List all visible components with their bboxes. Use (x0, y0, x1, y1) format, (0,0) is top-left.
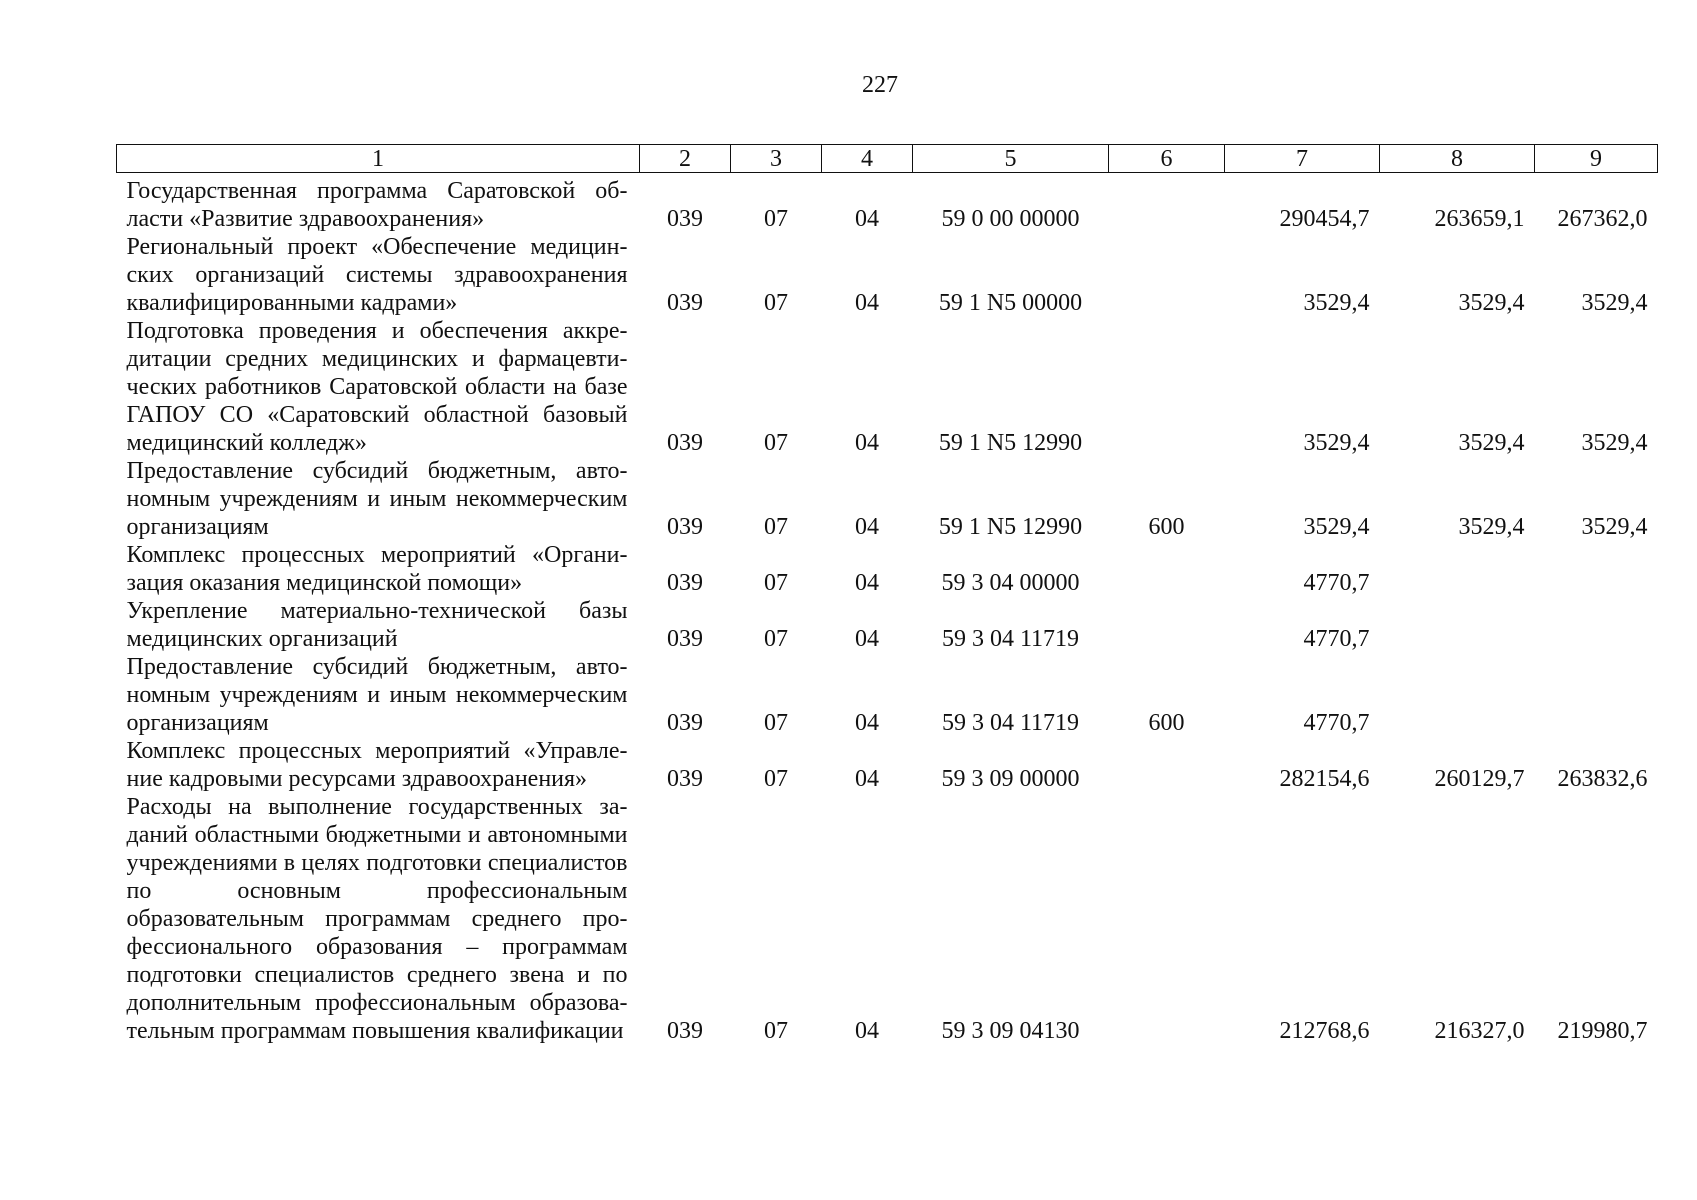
cell-section: 07 (764, 710, 788, 736)
cell-subsection: 04 (855, 290, 879, 316)
cell-section: 07 (764, 290, 788, 316)
row-description: Комплекс процессных мероприятий «Управление кадровыми ресурсами здравоохранения» (126, 738, 628, 792)
cell-amount-8: 216327,0 (1434, 1018, 1525, 1044)
cell-expense-type (1109, 737, 1225, 793)
cell-target-article: 59 3 09 04130 (941, 1018, 1080, 1044)
cell-amount-8 (1380, 541, 1535, 597)
header-cell-5: 5 (913, 145, 1109, 173)
cell-amount-7: 4770,7 (1303, 570, 1370, 596)
cell-ministry-code: 039 (667, 1018, 703, 1044)
cell-ministry-code: 039 (667, 206, 703, 232)
cell-amount-8: 3529,4 (1458, 430, 1525, 456)
cell-amount-8: 3529,4 (1458, 290, 1525, 316)
row-description: Предоставление субсидий бюджетным, автономным учреждениям и иным некоммерческим организациям (126, 458, 628, 540)
cell-expense-type (1109, 173, 1225, 234)
table-row (117, 793, 1658, 1045)
cell-amount-9: 3529,4 (1581, 290, 1648, 316)
cell-section: 07 (764, 514, 788, 540)
table-row (117, 457, 1658, 541)
cell-ministry-code: 039 (667, 626, 703, 652)
cell-amount-9: 263832,6 (1557, 766, 1648, 792)
cell-expense-type: 600 (1148, 514, 1185, 540)
cell-ministry-code: 039 (667, 570, 703, 596)
cell-amount-7: 4770,7 (1303, 710, 1370, 736)
cell-section: 07 (764, 766, 788, 792)
row-description: Региональный проект «Обеспечение медицинских организаций системы здравоохранения квалифицированными кадрами» (126, 234, 628, 316)
header-row (117, 145, 1658, 173)
cell-amount-7: 4770,7 (1303, 626, 1370, 652)
cell-target-article: 59 1 N5 12990 (938, 430, 1083, 456)
cell-target-article: 59 3 04 00000 (941, 570, 1080, 596)
table-row (117, 233, 1658, 317)
cell-expense-type (1109, 793, 1225, 1045)
cell-target-article: 59 0 00 00000 (941, 206, 1080, 232)
table-row (117, 737, 1658, 793)
cell-target-article: 59 1 N5 12990 (938, 514, 1083, 540)
header-cell-9: 9 (1535, 145, 1658, 173)
row-description: Государственная программа Саратовской области «Развитие здравоохранения» (126, 178, 628, 232)
table-row (117, 597, 1658, 653)
cell-section: 07 (764, 206, 788, 232)
cell-subsection: 04 (855, 710, 879, 736)
cell-amount-8 (1380, 653, 1535, 737)
header-cell-2: 2 (640, 145, 731, 173)
cell-subsection: 04 (855, 766, 879, 792)
cell-section: 07 (764, 626, 788, 652)
cell-section: 07 (764, 430, 788, 456)
header-cell-3: 3 (731, 145, 822, 173)
cell-amount-7: 212768,6 (1279, 1018, 1370, 1044)
cell-amount-9: 219980,7 (1557, 1018, 1648, 1044)
header-cell-4: 4 (822, 145, 913, 173)
cell-subsection: 04 (855, 514, 879, 540)
cell-amount-7: 3529,4 (1303, 290, 1370, 316)
cell-amount-7: 290454,7 (1279, 206, 1370, 232)
cell-amount-9: 267362,0 (1557, 206, 1648, 232)
cell-amount-8 (1380, 597, 1535, 653)
table-row (117, 653, 1658, 737)
cell-subsection: 04 (855, 570, 879, 596)
row-description: Расходы на выполнение государственных заданий областными бюджетными и автономными учреждениями в целях подготовки специалистов по основным профессиональным образовательным программам среднего профессионального образования – программам подготовки специалистов среднего звена и по дополнительным профессиональным образовательным программам повышения квалификации (126, 794, 628, 1044)
table-row (117, 317, 1658, 457)
cell-subsection: 04 (855, 206, 879, 232)
cell-expense-type (1109, 597, 1225, 653)
budget-table (116, 144, 1658, 1045)
cell-amount-7: 282154,6 (1279, 766, 1370, 792)
cell-amount-9: 3529,4 (1581, 430, 1648, 456)
cell-target-article: 59 3 04 11719 (941, 626, 1080, 652)
cell-amount-9 (1535, 541, 1658, 597)
cell-ministry-code: 039 (667, 514, 703, 540)
cell-expense-type (1109, 541, 1225, 597)
table-row (117, 173, 1658, 234)
header-cell-1: 1 (117, 145, 640, 173)
row-description: Предоставление субсидий бюджетным, автономным учреждениям и иным некоммерческим организациям (126, 654, 628, 736)
row-description: Укрепление материально-технической базы медицинских организаций (126, 598, 628, 652)
cell-subsection: 04 (855, 1018, 879, 1044)
cell-target-article: 59 3 04 11719 (941, 710, 1080, 736)
cell-amount-9 (1535, 597, 1658, 653)
cell-target-article: 59 3 09 00000 (941, 766, 1080, 792)
cell-subsection: 04 (855, 430, 879, 456)
cell-expense-type (1109, 233, 1225, 317)
cell-ministry-code: 039 (667, 430, 703, 456)
cell-ministry-code: 039 (667, 766, 703, 792)
table-body (117, 173, 1658, 1046)
cell-amount-9: 3529,4 (1581, 514, 1648, 540)
cell-section: 07 (764, 570, 788, 596)
cell-amount-8: 260129,7 (1434, 766, 1525, 792)
header-cell-7: 7 (1225, 145, 1380, 173)
cell-expense-type (1109, 317, 1225, 457)
page-number: 227 (862, 72, 898, 98)
cell-ministry-code: 039 (667, 710, 703, 736)
cell-amount-8: 263659,1 (1434, 206, 1525, 232)
table-row (117, 541, 1658, 597)
cell-amount-7: 3529,4 (1303, 514, 1370, 540)
row-description: Комплекс процессных мероприятий «Организация оказания медицинской помощи» (126, 542, 628, 596)
row-description: Подготовка проведения и обеспечения аккредитации средних медицинских и фармацевтических работников Саратовской области на базе ГАПОУ СО «Саратовский областной базовый медицинский колледж» (126, 318, 628, 456)
cell-amount-7: 3529,4 (1303, 430, 1370, 456)
cell-target-article: 59 1 N5 00000 (938, 290, 1083, 316)
cell-subsection: 04 (855, 626, 879, 652)
cell-amount-9 (1535, 653, 1658, 737)
header-cell-6: 6 (1109, 145, 1225, 173)
header-cell-8: 8 (1380, 145, 1535, 173)
table-header (117, 145, 1658, 173)
cell-section: 07 (764, 1018, 788, 1044)
cell-ministry-code: 039 (667, 290, 703, 316)
cell-expense-type: 600 (1148, 710, 1185, 736)
cell-amount-8: 3529,4 (1458, 514, 1525, 540)
